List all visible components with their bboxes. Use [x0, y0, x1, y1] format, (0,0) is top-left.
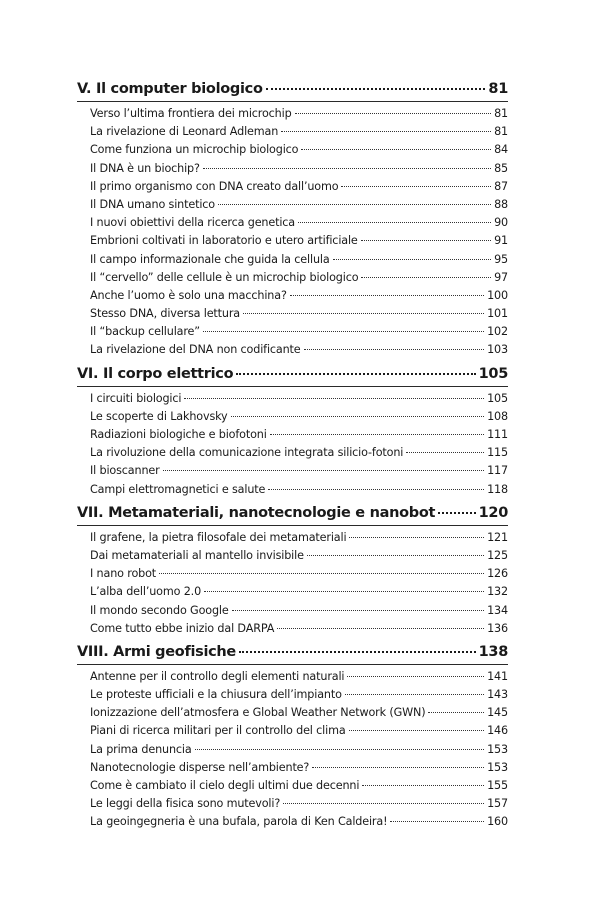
entry-page-number: 145: [487, 706, 508, 720]
entry-title: Il “cervello” delle cellule è un microchip biologico: [90, 270, 359, 284]
dot-leader: [270, 434, 484, 435]
dot-leader: [349, 537, 484, 538]
entry-page-number: 157: [487, 797, 508, 811]
toc-entry: [90, 704, 508, 722]
toc-entry: [90, 481, 508, 499]
dot-leader: [203, 331, 484, 332]
chapter-entries: [77, 668, 508, 832]
dot-leader: [312, 767, 484, 768]
dot-leader: [301, 149, 491, 150]
dot-leader: [184, 398, 484, 399]
entry-page-number: 85: [494, 161, 508, 175]
chapter-title: VI. Il corpo elettrico: [77, 365, 234, 382]
dot-leader: [295, 113, 492, 114]
toc-entry: [90, 323, 508, 341]
chapter-title: VII. Metamateriali, nanotecnologie e nanobot: [77, 504, 436, 521]
entry-page-number: 153: [487, 760, 508, 774]
toc-entry: [90, 759, 508, 777]
entry-page-number: 102: [487, 325, 508, 339]
chapter-heading: [77, 640, 508, 665]
dot-leader: [333, 259, 492, 260]
entry-title: Antenne per il controllo degli elementi naturali: [90, 669, 345, 683]
toc-chapter: [77, 77, 508, 360]
toc-entry: [90, 214, 508, 232]
toc-entry: [90, 196, 508, 214]
toc-entry: [90, 287, 508, 305]
entry-title: Dai metamateriali al mantello invisibile: [90, 548, 304, 562]
dot-leader: [438, 512, 475, 514]
entry-title: Come è cambiato il cielo degli ultimi due decenni: [90, 779, 360, 792]
dot-leader: [266, 88, 486, 90]
chapter-entries: [77, 529, 508, 638]
toc-entry: [90, 178, 508, 196]
toc-entry: [90, 686, 508, 704]
entry-page-number: 136: [487, 621, 508, 635]
dot-leader: [347, 676, 484, 677]
toc-entry: [90, 777, 508, 795]
entry-page-number: 160: [487, 815, 508, 829]
entry-page-number: 141: [487, 669, 508, 683]
dot-leader: [239, 651, 476, 653]
entry-title: Ionizzazione dell’atmosfera e Global Weather Network (GWN): [90, 706, 426, 720]
dot-leader: [236, 373, 475, 375]
toc-entry: [90, 462, 508, 480]
dot-leader: [428, 712, 484, 713]
entry-title: Il “backup cellulare”: [90, 325, 200, 339]
toc-entry: [90, 444, 508, 462]
entry-title: Verso l’ultima frontiera dei microchip: [90, 107, 292, 120]
entry-title: Come funziona un microchip biologico: [90, 143, 299, 157]
toc-chapter: [77, 501, 508, 638]
entry-page-number: 88: [494, 197, 508, 211]
toc-entry: [90, 251, 508, 269]
entry-title: Stesso DNA, diversa lettura: [90, 307, 240, 321]
toc-entry: [90, 341, 508, 359]
dot-leader: [163, 470, 485, 471]
table-of-contents: [77, 77, 508, 832]
entry-title: Il grafene, la pietra filosofale dei metamateriali: [90, 530, 347, 544]
entry-page-number: 126: [487, 567, 508, 581]
entry-page-number: 115: [487, 446, 508, 460]
toc-entry: [90, 795, 508, 813]
chapter-heading: [77, 501, 508, 526]
dot-leader: [195, 749, 485, 750]
entry-title: Anche l’uomo è solo una macchina?: [90, 288, 287, 302]
dot-leader: [159, 573, 484, 574]
dot-leader: [203, 168, 491, 169]
entry-page-number: 155: [487, 779, 508, 792]
toc-entry: [90, 620, 508, 638]
entry-page-number: 134: [487, 603, 508, 617]
toc-entry: [90, 668, 508, 686]
chapter-title: V. Il computer biologico: [77, 81, 263, 97]
toc-entry: [90, 105, 508, 123]
chapter-title: VIII. Armi geofisiche: [77, 643, 236, 660]
entry-title: Il primo organismo con DNA creato dall’uomo: [90, 179, 339, 193]
chapter-heading: [77, 362, 508, 387]
dot-leader: [281, 131, 491, 132]
toc-chapter: [77, 362, 508, 499]
entry-page-number: 111: [487, 428, 508, 441]
entry-page-number: 118: [487, 482, 508, 496]
entry-title: La geoingegneria è una bufala, parola di Ken Caldeira!: [90, 815, 388, 829]
entry-title: La rivelazione del DNA non codificante: [90, 343, 301, 357]
entry-page-number: 97: [494, 270, 508, 284]
entry-page-number: 117: [487, 464, 508, 478]
entry-title: Le scoperte di Lakhovsky: [90, 409, 228, 423]
entry-title: Embrioni coltivati in laboratorio e utero artificiale: [90, 234, 358, 248]
chapter-entries: [77, 105, 508, 360]
dot-leader: [362, 785, 484, 786]
dot-leader: [232, 610, 484, 611]
entry-page-number: 105: [487, 391, 508, 405]
dot-leader: [361, 277, 491, 278]
entry-title: I nuovi obiettivi della ricerca genetica: [90, 216, 296, 230]
dot-leader: [406, 452, 484, 453]
entry-page-number: 146: [487, 724, 508, 738]
entry-page-number: 121: [487, 530, 508, 544]
entry-title: Le proteste ufficiali e la chiusura dell’impianto: [90, 688, 342, 702]
chapter-page-number: 81: [488, 81, 508, 97]
dot-leader: [361, 240, 491, 241]
toc-entry: [90, 583, 508, 601]
entry-page-number: 101: [487, 307, 508, 321]
chapter-page-number: 138: [478, 643, 508, 660]
entry-page-number: 84: [494, 143, 508, 157]
entry-title: Come tutto ebbe inizio dal DARPA: [90, 621, 275, 635]
dot-leader: [304, 349, 485, 350]
dot-leader: [231, 416, 485, 417]
entry-title: La rivoluzione della comunicazione integrata silicio-fotoni: [90, 446, 404, 460]
entry-page-number: 103: [487, 343, 508, 357]
entry-title: I nano robot: [90, 567, 157, 581]
entry-page-number: 91: [494, 234, 508, 248]
entry-page-number: 153: [487, 742, 508, 756]
toc-entry: [90, 426, 508, 444]
entry-page-number: 81: [494, 107, 508, 120]
toc-entry: [90, 269, 508, 287]
toc-chapter: [77, 640, 508, 832]
entry-page-number: 100: [487, 288, 508, 302]
entry-page-number: 143: [487, 688, 508, 702]
toc-entry: [90, 547, 508, 565]
toc-entry: [90, 160, 508, 178]
toc-entry: [90, 408, 508, 426]
toc-entry: [90, 529, 508, 547]
entry-title: Radiazioni biologiche e biofotoni: [90, 428, 267, 441]
entry-title: Le leggi della fisica sono mutevoli?: [90, 797, 281, 811]
toc-entry: [90, 813, 508, 831]
entry-title: Il bioscanner: [90, 464, 160, 478]
dot-leader: [283, 803, 484, 804]
toc-entry: [90, 602, 508, 620]
toc-entry: [90, 565, 508, 583]
entry-title: I circuiti biologici: [90, 391, 182, 405]
toc-entry: [90, 722, 508, 740]
dot-leader: [349, 730, 485, 731]
dot-leader: [218, 204, 491, 205]
dot-leader: [390, 821, 484, 822]
dot-leader: [290, 295, 484, 296]
entry-title: Il DNA umano sintetico: [90, 197, 215, 211]
dot-leader: [307, 555, 484, 556]
entry-title: Campi elettromagnetici e salute: [90, 482, 266, 496]
chapter-page-number: 120: [478, 504, 508, 521]
toc-entry: [90, 741, 508, 759]
entry-title: L’alba dell’uomo 2.0: [90, 585, 202, 599]
chapter-page-number: 105: [478, 365, 508, 382]
dot-leader: [204, 591, 484, 592]
toc-entry: [90, 141, 508, 159]
entry-page-number: 95: [494, 252, 508, 266]
entry-page-number: 132: [487, 585, 508, 599]
toc-entry: [90, 305, 508, 323]
toc-entry: [90, 390, 508, 408]
dot-leader: [345, 694, 484, 695]
entry-title: Nanotecnologie disperse nell’ambiente?: [90, 760, 310, 774]
entry-title: Piani di ricerca militari per il controllo del clima: [90, 724, 346, 738]
toc-entry: [90, 232, 508, 250]
entry-page-number: 87: [494, 179, 508, 193]
entry-title: Il campo informazionale che guida la cellula: [90, 252, 330, 266]
toc-entry: [90, 123, 508, 141]
dot-leader: [243, 313, 484, 314]
entry-title: La rivelazione di Leonard Adleman: [90, 125, 279, 139]
dot-leader: [277, 628, 484, 629]
entry-title: Il mondo secondo Google: [90, 603, 229, 617]
dot-leader: [298, 222, 491, 223]
entry-page-number: 81: [494, 125, 508, 139]
chapter-heading: [77, 77, 508, 102]
dot-leader: [268, 489, 484, 490]
chapter-entries: [77, 390, 508, 499]
dot-leader: [341, 186, 491, 187]
entry-page-number: 108: [487, 409, 508, 423]
entry-page-number: 125: [487, 548, 508, 562]
entry-title: Il DNA è un biochip?: [90, 161, 200, 175]
entry-title: La prima denuncia: [90, 742, 192, 756]
entry-page-number: 90: [494, 216, 508, 230]
